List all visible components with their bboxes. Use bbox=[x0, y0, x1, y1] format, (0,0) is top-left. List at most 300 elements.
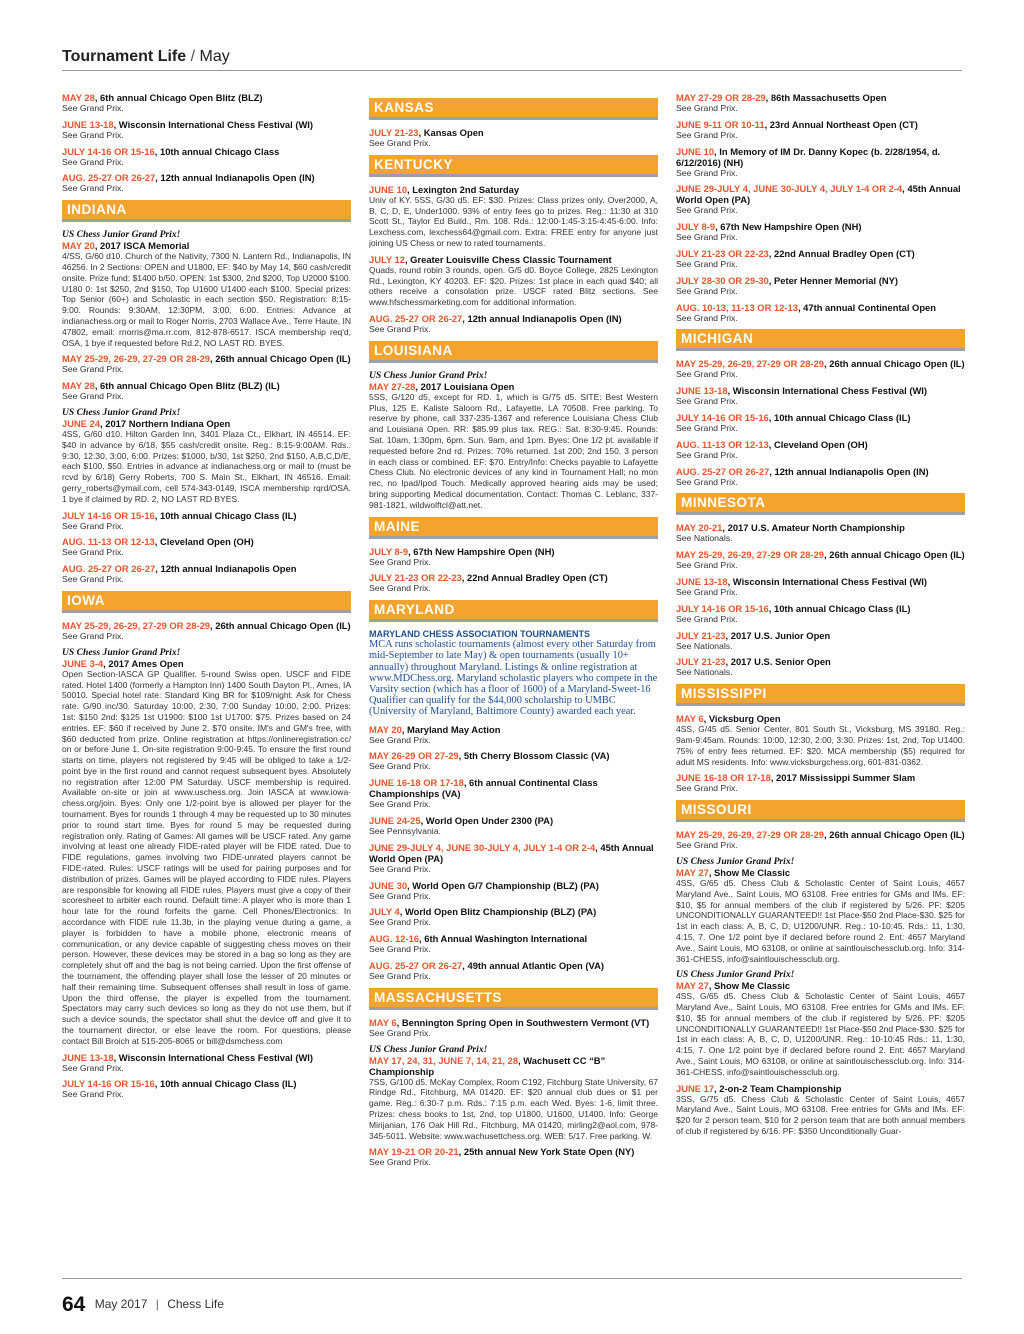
tournament-listing bbox=[369, 750, 658, 772]
tournament-listing bbox=[369, 933, 658, 955]
tournament-details: 5SS, G/120 d5, except for RD. 1, which is G/75 d5. SITE: Best Western Plus, 125 E. Kaliste Saloom Rd., Lafayette, LA 70508. Free parking. To reserve by phone, call 337-235-1367 and reference Louisiana Chess Club and Louisiana Open. RR: $85.99 plus tax. REG.: Sat. 8:30-9:45. Rounds: Sat. 10am, 1:30pm, 6pm. Sun. 9am, and 1pm. Byes: One 1/2 pt. available if requested before 2nd rd. Prizes: 70% returned. 1st 200; 2nd 150. 3 person in each class or combined. EF: $70. Entry/Info: Checks payable to Lafayette Chess Club. No electronic devices of any kind in Tournament Hall; no mon rec, no Ipad/Ipod Touch. Medically approved hearing aids may be used; bring supporting Medical documentation. Contact: Thomas C. Leblanc, 337-981-1821, wildwolftcl@att.net. bbox=[369, 391, 658, 510]
page-footer bbox=[62, 1293, 224, 1317]
tournament-dateline bbox=[369, 1146, 658, 1157]
tournament-details: 4/SS, G/60 d10. Church of the Nativity, 7300 N. Lantern Rd., Indianapolis, IN 46256. In 2 Sections: OPEN and U1800, EF: $40 by May 14, $60 cash/credit onsite. Prize fund: $1400 b/50. OPEN: 1st $300, 2nd $200, Top U2000 $100. U180 0: 1st $250, 2nd $150, Top U1600 U1400 each $100. Special prizes: Top Senior (60+) and Scholastic in each section $50. Registration: 8:15-9:00. Rounds: 9:30AM, 12:30PM, 3:00, 6:00. Entries: Advance at indianachess.org or mail to Roger Norris, 2703 Wallace Ave., Terre Haute, IN 47802, email: rnorris@ma.rr.com, 812-878-6517. ISCA membership req'd, OSA, 1 bye if requested before Rd.2, NO LAST RD. BYES. bbox=[62, 251, 351, 348]
tournament-dateline bbox=[369, 933, 658, 944]
tournament-date: JULY 14-16 OR 15-16 bbox=[62, 1078, 155, 1090]
tournament-listing bbox=[62, 620, 351, 642]
tournament-details: 4SS, G/45 d5. Senior Center, 801 South St., Vicksburg, MS 39180. Reg.: 9am-9:45am. Rounds: 10:00, 12:30, 2:00, 3:30. Prizes: 1st, 2nd, Top U1400. 75% of entry fees returned. EF: $20. MCA membership ($5) required for adult MS residents. Info: www.vicksburgchess.org, 601-831-0362. bbox=[676, 724, 965, 767]
tournament-dateline bbox=[676, 549, 965, 560]
see-reference: See Grand Prix. bbox=[676, 613, 738, 624]
tournament-dateline bbox=[676, 603, 965, 614]
tournament-listing bbox=[676, 385, 965, 407]
tournament-date: MAY 25-29, 26-29, 27-29 OR 28-29 bbox=[676, 549, 825, 561]
tournament-date: MAY 25-29, 26-29, 27-29 OR 28-29 bbox=[676, 358, 825, 370]
tournament-dateline bbox=[676, 358, 965, 369]
tournament-listing bbox=[369, 724, 658, 746]
tournament-date: JUNE 10 bbox=[676, 145, 715, 157]
see-reference: See Grand Prix. bbox=[676, 167, 738, 178]
maryland-association-text: MCA runs scholastic tournaments (almost every other Saturday from mid-September to late May) & open tournaments (usually 10+ annually) throughout Maryland. Listings & online registration at www.MDChess.org. Maryland scholastic players who compete in the Varsity section (which has a floor of 1600) of a Maryland-Sweet-16 Qualifier can qualify for the $44,000 scholarship to UMBC (University of Maryland, Baltimore County) awarded each year. bbox=[369, 639, 658, 718]
tournament-listing bbox=[676, 1083, 965, 1137]
tournament-dateline bbox=[676, 183, 965, 205]
tournament-title: , 6th annual Continental Class Championships (VA) bbox=[369, 777, 598, 800]
see-reference: See Grand Prix. bbox=[369, 323, 431, 334]
tournament-date: JUNE 29-JULY 4, JUNE 30-JULY 4, JULY 1-4 OR 2-4 bbox=[676, 183, 903, 195]
tournament-listing bbox=[676, 630, 965, 652]
see-reference: See Grand Prix. bbox=[62, 156, 124, 167]
tournament-title: , 12th annual Indianapolis Open (IN) bbox=[462, 312, 622, 324]
tournament-dateline bbox=[369, 906, 658, 917]
tournament-date: AUG. 25-27 OR 26-27 bbox=[62, 172, 156, 184]
tournament-date: JULY 14-16 OR 15-16 bbox=[62, 145, 155, 157]
tournament-listing bbox=[676, 576, 965, 598]
state-heading: MICHIGAN bbox=[676, 329, 965, 351]
tournament-listing bbox=[62, 229, 351, 348]
tournament-date: JULY 14-16 OR 15-16 bbox=[676, 411, 769, 423]
tournament-listing bbox=[676, 772, 965, 794]
tournament-date: JULY 4 bbox=[369, 906, 400, 918]
see-reference: See Grand Prix. bbox=[676, 232, 738, 243]
tournament-details: 4SS, G/60 d10. Hilton Garden Inn, 3401 Plaza Ct., Elkhart, IN 46514. EF: $40 in advance by 6/18, $55 cash/credit onsite. Reg.: 8:15-9:00AM. Rds.: 9:30, 12:30, 3:00, 6:00. Prizes: $1000, b/30, 1st $250, 2nd $150, A,B,C,D/E, each $100, $50. Entries in advance at indianachess.org or mail to (must be rcvd by 6/18) Gerry Roberts, 700 S. Main St., Elkhart, IN 46516. Email: gerry_roberts@ymail.com, cell 574-343-0149, ISCA membership rqrd/OSA. 1 bye if claimed by RD. 2, NO LAST RD BYES. bbox=[62, 428, 351, 504]
tournament-dateline bbox=[676, 867, 965, 878]
see-reference: See Grand Prix. bbox=[369, 138, 431, 148]
tournament-listing bbox=[62, 380, 351, 402]
tournament-dateline bbox=[369, 1055, 658, 1077]
see-reference: See Grand Prix. bbox=[676, 476, 738, 487]
see-reference: See Grand Prix. bbox=[676, 312, 738, 323]
see-reference: See Grand Prix. bbox=[676, 422, 738, 433]
tournament-dateline bbox=[676, 412, 965, 423]
footer-rule bbox=[62, 1278, 962, 1279]
tournament-listing bbox=[676, 656, 965, 678]
tournament-date: AUG. 25-27 OR 26-27 bbox=[369, 312, 463, 324]
tournament-date: JULY 21-23 bbox=[676, 629, 726, 641]
tournament-listing bbox=[62, 407, 351, 505]
tournament-dateline bbox=[62, 510, 351, 521]
tournament-listing bbox=[676, 358, 965, 380]
see-reference: See Grand Prix. bbox=[369, 1027, 431, 1038]
tournament-title: , 2017 Ames Open bbox=[103, 657, 184, 669]
tournament-details: 4SS, G/65 d5. Chess Club & Scholastic Center of Saint Louis, 4657 Maryland Ave., Saint Louis, MO 63108. Free entries for GMs and IMs. EF: $10, $5 for annual members of the club if registered by 5/26. PF: $205 UNCONDITIONALLY GUARANTEED!! 1st Place-$50 2nd Place-$30. $25 for 1st in each class: A, B, C, D, U1200/UNR. Reg.: 10-10:45 Rds.: 11, 1:30, 4:15, 7. One 1/2 point bye if declared before round 2. Ent: 4657 Maryland Ave., Saint Louis, MO 63108, or online at saintlouischessclub.org. Info: 314-361-CHESS, info@saintlouischessclub.org. bbox=[676, 991, 965, 1077]
page-number: 64 bbox=[62, 1293, 86, 1316]
tournament-date: MAY 20 bbox=[62, 240, 95, 252]
tournament-title: , 26th annual Chicago Open (IL) bbox=[824, 358, 965, 370]
tournament-date: MAY 25-29, 26-29, 27-29 OR 28-29 bbox=[62, 353, 211, 365]
tournament-dateline bbox=[62, 92, 351, 103]
tournament-listing bbox=[62, 510, 351, 532]
see-reference: See Grand Prix. bbox=[369, 917, 431, 928]
tournament-title: , 45th Annual World Open (PA) bbox=[369, 841, 654, 864]
tournament-dateline bbox=[676, 248, 965, 259]
tournament-dateline bbox=[676, 92, 965, 103]
tournament-date: JUNE 9-11 OR 10-11 bbox=[676, 118, 765, 130]
tournament-listing bbox=[676, 146, 965, 179]
tournament-date: JUNE 13-18 bbox=[62, 1051, 114, 1063]
tournament-dateline bbox=[62, 658, 351, 669]
tournament-dateline bbox=[369, 313, 658, 324]
tournament-title: , 10th annual Chicago Class bbox=[154, 145, 280, 157]
tournament-listing bbox=[62, 563, 351, 585]
tournament-title: , 2017 U.S. Senior Open bbox=[725, 656, 831, 668]
tournament-dateline bbox=[369, 960, 658, 971]
tournament-date: JULY 8-9 bbox=[369, 545, 409, 557]
state-heading: MAINE bbox=[369, 517, 658, 539]
tournament-title: , Wisconsin International Chess Festival (WI) bbox=[113, 118, 314, 130]
tournament-date: MAY 25-29, 26-29, 27-29 OR 28-29 bbox=[62, 619, 211, 631]
tournament-title: , 67th New Hampshire Open (NH) bbox=[715, 221, 862, 233]
tournament-dateline bbox=[676, 829, 965, 840]
tournament-listing bbox=[676, 522, 965, 544]
tournament-title: , Wisconsin International Chess Festival (WI) bbox=[113, 1051, 314, 1063]
tournament-title: , 2017 U.S. Amateur North Championship bbox=[722, 522, 905, 534]
tournament-listing bbox=[676, 183, 965, 216]
see-reference: See Grand Prix. bbox=[369, 1157, 431, 1168]
tournament-title: , 2017 Northern Indiana Open bbox=[100, 417, 231, 429]
tournament-dateline bbox=[62, 353, 351, 364]
tournament-date: JUNE 13-18 bbox=[676, 385, 728, 397]
tournament-title: , Vicksburg Open bbox=[703, 713, 781, 725]
tournament-date: MAY 27-29 OR 28-29 bbox=[676, 92, 766, 103]
see-reference: See Grand Prix. bbox=[676, 129, 738, 140]
tournament-listing bbox=[369, 906, 658, 928]
tournament-date: JUNE 3-4 bbox=[62, 657, 104, 669]
tournament-listing bbox=[369, 546, 658, 568]
tournament-dateline bbox=[676, 439, 965, 450]
tournament-date: MAY 28 bbox=[62, 92, 95, 103]
tournament-listing bbox=[369, 777, 658, 810]
tournament-listing bbox=[676, 439, 965, 461]
tournament-listing bbox=[369, 1044, 658, 1142]
tournament-dateline bbox=[676, 385, 965, 396]
tournament-dateline bbox=[676, 466, 965, 477]
tournament-listing bbox=[676, 856, 965, 964]
tournament-dateline bbox=[369, 381, 658, 392]
tournament-dateline bbox=[369, 842, 658, 864]
state-heading: KANSAS bbox=[369, 98, 658, 120]
tournament-title: , 86th Massachusetts Open bbox=[765, 92, 887, 103]
tournament-title: , 10th annual Chicago Class (IL) bbox=[768, 411, 911, 423]
see-reference: See Grand Prix. bbox=[62, 183, 124, 194]
tournament-date: JULY 14-16 OR 15-16 bbox=[62, 509, 155, 521]
see-reference: See Grand Prix. bbox=[369, 556, 431, 567]
tournament-date: JULY 21-23 bbox=[369, 127, 419, 138]
tournament-dateline bbox=[62, 380, 351, 391]
tournament-dateline bbox=[676, 221, 965, 232]
tournament-title: , Kansas Open bbox=[418, 127, 484, 138]
tournament-date: AUG. 25-27 OR 26-27 bbox=[676, 465, 770, 477]
tournament-title: , 26th annual Chicago Open (IL) bbox=[824, 829, 965, 841]
tournament-details: 4SS, G/65 d5. Chess Club & Scholastic Center of Saint Louis, 4657 Maryland Ave., Saint Louis, MO 63108. Free entries for GMs and IMs. EF: $10, $5 for annual members of the club if registered by 5/26. PF: $205 UNCONDITIONALLY GUARANTEED!! 1st Place-$50 2nd Place-$30. $25 for 1st in each class: A, B, C, D, U1200/UNR. Reg.: 10-10:45. Rds.: 11, 1:30, 4:15, 7. One 1/2 point bye if declared before round 2. Ent: 4657 Maryland Ave., Saint Louis, MO 63108, or online at saintlouischessclub.org. Info: 314-361-CHESS, info@saintlouischessclub.org. bbox=[676, 877, 965, 964]
see-reference: See Grand Prix. bbox=[676, 258, 738, 269]
tournament-dateline bbox=[62, 1052, 351, 1063]
tournament-dateline bbox=[676, 980, 965, 991]
tournament-date: AUG. 25-27 OR 26-27 bbox=[62, 563, 156, 575]
tournament-listing bbox=[676, 302, 965, 324]
tournament-title: , Bennington Spring Open in Southwestern Vermont (VT) bbox=[396, 1016, 650, 1028]
tournament-listing bbox=[676, 549, 965, 571]
see-reference: See Grand Prix. bbox=[369, 583, 431, 594]
tournament-date: JUNE 17 bbox=[676, 1082, 715, 1094]
see-reference: See Nationals. bbox=[676, 640, 733, 651]
tournament-title: , 10th annual Chicago Class (IL) bbox=[154, 509, 297, 521]
junior-grand-prix-label: US Chess Junior Grand Prix! bbox=[62, 229, 181, 241]
see-reference: See Grand Prix. bbox=[369, 944, 431, 955]
tournament-title: , Lexington 2nd Saturday bbox=[407, 183, 520, 195]
tournament-listing bbox=[62, 353, 351, 375]
tournament-dateline bbox=[62, 1078, 351, 1089]
junior-grand-prix-label: US Chess Junior Grand Prix! bbox=[676, 855, 795, 867]
tournament-title: , 2017 Mississippi Summer Slam bbox=[770, 772, 916, 784]
tournament-listing bbox=[369, 184, 658, 249]
see-reference: See Grand Prix. bbox=[369, 799, 431, 810]
see-reference: See Grand Prix. bbox=[62, 1062, 124, 1073]
see-reference: See Grand Prix. bbox=[676, 560, 738, 571]
see-reference: See Nationals. bbox=[676, 667, 733, 678]
tournament-listing bbox=[369, 1017, 658, 1039]
tournament-listing bbox=[62, 647, 351, 1047]
tournament-date: MAY 26-29 OR 27-29 bbox=[369, 750, 459, 762]
see-reference: See Grand Prix. bbox=[62, 547, 124, 558]
tournament-date: MAY 17, 24, 31, JUNE 7, 14, 21, 28 bbox=[369, 1054, 519, 1066]
header-separator: / bbox=[186, 48, 200, 65]
tournament-title: , 67th New Hampshire Open (NH) bbox=[408, 545, 555, 557]
see-reference: See Grand Prix. bbox=[676, 103, 738, 113]
tournament-details: 3SS, G/75 d5. Chess Club & Scholastic Center of Saint Louis, 4657 Maryland Ave., Saint Louis, MO 63108. Free entries for GMs and IMs. EF: $20 for 2 person team, $10 for 2 person team that are both annual members of club if registered by 6/16. PF: $350 Unconditionally Guar- bbox=[676, 1093, 965, 1137]
tournament-dateline bbox=[676, 576, 965, 587]
state-heading: IOWA bbox=[62, 591, 351, 613]
tournament-date: MAY 20-21 bbox=[676, 522, 723, 534]
tournament-listing bbox=[676, 603, 965, 625]
junior-grand-prix-label: US Chess Junior Grand Prix! bbox=[369, 1043, 488, 1055]
tournament-date: MAY 27 bbox=[676, 866, 709, 878]
tournament-title: , Wisconsin International Chess Festival (WI) bbox=[727, 385, 928, 397]
header-month: May bbox=[199, 48, 230, 65]
tournament-date: JULY 28-30 OR 29-30 bbox=[676, 274, 769, 286]
tournament-dateline bbox=[676, 275, 965, 286]
tournament-title: , Maryland May Action bbox=[401, 723, 501, 735]
see-reference: See Grand Prix. bbox=[62, 364, 124, 375]
tournament-title: , 26th annual Chicago Open (IL) bbox=[210, 619, 351, 631]
tournament-dateline bbox=[676, 522, 965, 533]
junior-grand-prix-label: US Chess Junior Grand Prix! bbox=[62, 646, 181, 658]
tournament-title: , 26th annual Chicago Open (IL) bbox=[824, 549, 965, 561]
tournament-title: , 26th annual Chicago Open (IL) bbox=[210, 353, 351, 365]
tournament-title: , 23rd Annual Northeast Open (CT) bbox=[764, 118, 918, 130]
magazine-name: Chess Life bbox=[167, 1297, 224, 1312]
tournament-listing bbox=[676, 412, 965, 434]
tournament-date: JUNE 30 bbox=[369, 879, 408, 891]
column-2 bbox=[369, 92, 658, 1272]
header-rule bbox=[62, 70, 962, 71]
column-3 bbox=[676, 92, 965, 1282]
see-reference: See Grand Prix. bbox=[62, 391, 124, 402]
tournament-dateline bbox=[62, 563, 351, 574]
state-heading: MISSISSIPPI bbox=[676, 684, 965, 706]
tournament-dateline bbox=[369, 1017, 658, 1028]
tournament-dateline bbox=[676, 772, 965, 783]
issue-date: May 2017 bbox=[94, 1297, 148, 1312]
tournament-title: , 6th annual Chicago Open Blitz (BLZ) bbox=[94, 92, 263, 103]
footer-separator: | bbox=[155, 1297, 159, 1312]
see-reference: See Grand Prix. bbox=[676, 840, 738, 851]
tournament-date: JULY 14-16 OR 15-16 bbox=[676, 602, 769, 614]
see-reference: See Grand Prix. bbox=[676, 369, 738, 380]
tournament-title: , In Memory of IM Dr. Danny Kopec (b. 2/28/1954, d. 6/12/2016) (NH) bbox=[676, 145, 941, 168]
tournament-listing bbox=[62, 1052, 351, 1074]
state-heading: MINNESOTA bbox=[676, 493, 965, 515]
see-reference: See Grand Prix. bbox=[62, 630, 124, 641]
tournament-listing bbox=[62, 146, 351, 168]
tournament-date: MAY 19-21 OR 20-21 bbox=[369, 1146, 459, 1158]
state-heading: LOUISIANA bbox=[369, 341, 658, 363]
tournament-listing bbox=[369, 880, 658, 902]
tournament-date: AUG. 10-13, 11-13 OR 12-13 bbox=[676, 301, 798, 313]
tournament-dateline bbox=[62, 418, 351, 429]
tournament-title: , 22nd Annual Bradley Open (CT) bbox=[768, 247, 915, 259]
tournament-dateline bbox=[369, 750, 658, 761]
tournament-dateline bbox=[676, 119, 965, 130]
tournament-dateline bbox=[62, 536, 351, 547]
tournament-dateline bbox=[676, 630, 965, 641]
see-reference: See Grand Prix. bbox=[676, 205, 738, 216]
state-heading: INDIANA bbox=[62, 200, 351, 222]
page-header bbox=[62, 48, 230, 66]
tournament-dateline bbox=[369, 254, 658, 265]
tournament-title: , 2017 U.S. Junior Open bbox=[725, 629, 831, 641]
tournament-date: JULY 8-9 bbox=[676, 221, 716, 233]
tournament-title: , 47th annual Continental Open bbox=[797, 301, 936, 313]
tournament-listing bbox=[369, 1146, 658, 1168]
tournament-dateline bbox=[369, 127, 658, 138]
see-reference: See Grand Prix. bbox=[62, 574, 124, 585]
tournament-dateline bbox=[62, 146, 351, 157]
tournament-date: AUG. 11-13 OR 12-13 bbox=[62, 536, 155, 548]
tournament-listing bbox=[676, 829, 965, 851]
tournament-date: MAY 6 bbox=[676, 713, 704, 725]
tournament-date: MAY 20 bbox=[369, 723, 402, 735]
tournament-date: JULY 12 bbox=[369, 253, 405, 265]
see-reference: See Grand Prix. bbox=[62, 129, 124, 140]
tournament-title: , 2-on-2 Team Championship bbox=[714, 1082, 842, 1094]
tournament-title: , Show Me Classic bbox=[708, 866, 791, 878]
section-title: Tournament Life bbox=[62, 48, 187, 65]
tournament-listing bbox=[369, 842, 658, 875]
see-reference: See Grand Prix. bbox=[369, 734, 431, 745]
tournament-date: MAY 28 bbox=[62, 380, 95, 392]
tournament-title: , Peter Henner Memorial (NY) bbox=[768, 274, 898, 286]
tournament-title: , 10th annual Chicago Class (IL) bbox=[154, 1078, 297, 1090]
tournament-details: Open Section-IASCA GP Qualifier. 5-round Swiss open. USCF and FIDE rated. Hotel 1400 (formerly a Hampton Inn) 1400 South Dayton Pl., Ames, IA 50010. Special hotel rate: Standard King BR for $109/night. Ask for Chess rate. G/90 inc/30. Saturday 10:00, 2:30, 7:00 Sunday 10:00, 2:00. Prizes: 1st: $150 2nd: $125 1st U1900: $100 1st U1700: $75. Prizes based on 24 entries. EF: $60 if received by June 2. $70 onsite. IM's and GM's free, with $60 deducted from prize. Online registration at https://onlineregistration.cc/ on or before June 1. On-site registration 9:00-9:45. To ensure the first round starts on time, players not registered by 9:45 will be obliged to take a 1/2-point bye in the first round and cannot request subsequent byes. Absolutely no registration after 12:00 PM Saturday. USCF membership is required. Available on-site or join at www.uschess.org. Join IASCA at www.iowa-chess.org/join. Byes: Only one 1/2-point bye is allowed per player for the tournament. Byes for rounds 1 through 4 may be requested up to 30 minutes prior to round start time. Byes for round 5 may be requested during registration only. Rating of Games: All games will be USCF rated. Any game involving at least one already FIDE-rated player will be FIDE rated. Due to FIDE regulations, games involving two FIDE-unrated players cannot be FIDE-rated. Rules: USCF ratings will be used for pairing purposes and for distribution of prizes. Games will be played according to FIDE rules. Players are responsible for knowing all FIDE rules. Players must give a copy of their scoresheet to arbiter each round. Default time: A player who is more than 1 hour late for the round forfeits the game. Cell Phones/Electronics: In accordance with FIDE rule 11.3b, in the playing venue during a game, a player is forbidden to have a mobile phone, electronic means of communication, or any device capable of suggesting chess moves on their person. However, these devices may be stored in a bag so long as they are completely shut off and the bag is not being carried. Upon the first offense of the tournament, the offending player shall lose the lesser of 20 minutes or half their remaining time. Subsequent offenses shall result in loss of game. Upon the third offense, the player is expelled from the tournament. Spectators may carry such devices so long as they do not use them, but if such a device sounds, the spectator shall shut the device off and give it to the tournament director, or else leave the room. For questions, please contact Bill Broich at 515-205-8065 or bill@dsmchess.com bbox=[62, 668, 351, 1046]
tournament-title: , Wachusett CC “B” Championship bbox=[369, 1054, 606, 1077]
tournament-listing bbox=[676, 466, 965, 488]
tournament-date: AUG. 11-13 OR 12-13 bbox=[676, 438, 769, 450]
tournament-dateline bbox=[369, 724, 658, 735]
tournament-details: 7SS, G/100 d5. McKay Complex, Room C192, Fitchburg State University, 67 Rindge Rd., Fitchburg, MA 01420. EF: $20 annual club dues or $1 per game. Reg.: 6:30-7 p.m. Rds.: 7:15 p.m. each Wed. Byes: 1-6, limit three. Prizes: chess books to 1st, 2nd, top U1800, U1600, U1400. Info: George Mirijanian, 176 Oak Hill Rd., Fitchburg, MA 01420, mirling2@aol.com, 978-345-5011. Website: www.wachusettchess.org. WEB: 5/17. Free parking. W. bbox=[369, 1076, 658, 1141]
state-heading: MASSACHUSETTS bbox=[369, 988, 658, 1010]
state-heading: KENTUCKY bbox=[369, 155, 658, 177]
tournament-listing bbox=[676, 119, 965, 141]
tournament-listing bbox=[369, 370, 658, 511]
tournament-date: JUNE 24 bbox=[62, 417, 101, 429]
tournament-listing bbox=[676, 92, 965, 114]
tournament-dateline bbox=[676, 1083, 965, 1094]
tournament-dateline bbox=[62, 620, 351, 631]
tournament-date: JUNE 13-18 bbox=[62, 118, 114, 130]
see-reference: See Grand Prix. bbox=[369, 970, 431, 981]
see-reference: See Grand Prix. bbox=[676, 396, 738, 407]
tournament-date: MAY 25-29, 26-29, 27-29 OR 28-29 bbox=[676, 829, 825, 841]
tournament-listing bbox=[62, 119, 351, 141]
tournament-listing bbox=[369, 572, 658, 594]
tournament-listing bbox=[676, 275, 965, 297]
tournament-date: JULY 21-23 OR 22-23 bbox=[676, 247, 769, 259]
tournament-details: Quads, round robin 3 rounds, open. G/5 d0. Boyce College, 2825 Lexington Rd., Lexington, KY 40203. EF: $20. Prizes: 1st place in each quad $40; all others receive a consolation prize. USCF rated Blitz sections. See www.hfschessmarketing.com for additional information. bbox=[369, 264, 658, 308]
tournament-dateline bbox=[369, 184, 658, 195]
tournament-title: , 45th Annual World Open (PA) bbox=[676, 183, 961, 206]
tournament-title: , 12th annual Indianapolis Open (IN) bbox=[769, 465, 929, 477]
tournament-title: , Show Me Classic bbox=[708, 980, 791, 992]
tournament-listing bbox=[676, 248, 965, 270]
junior-grand-prix-label: US Chess Junior Grand Prix! bbox=[62, 406, 181, 418]
tournament-title: , Cleveland Open (OH) bbox=[768, 438, 868, 450]
tournament-title: , 2017 ISCA Memorial bbox=[94, 240, 190, 252]
see-reference: See Grand Prix. bbox=[62, 103, 124, 113]
see-reference: See Grand Prix. bbox=[676, 285, 738, 296]
tournament-dateline bbox=[369, 572, 658, 583]
tournament-title: , 2017 Louisiana Open bbox=[415, 380, 515, 392]
tournament-listing bbox=[369, 313, 658, 335]
see-reference: See Grand Prix. bbox=[676, 586, 738, 597]
tournament-title: , 49th annual Atlantic Open (VA) bbox=[462, 959, 604, 971]
tournament-dateline bbox=[369, 777, 658, 799]
tournament-listing bbox=[62, 92, 351, 114]
tournament-title: , Wisconsin International Chess Festival (WI) bbox=[727, 575, 928, 587]
tournament-listing bbox=[369, 960, 658, 982]
see-reference: See Grand Prix. bbox=[369, 863, 431, 874]
tournament-title: , 5th Cherry Blossom Classic (VA) bbox=[458, 750, 610, 762]
tournament-dateline bbox=[676, 656, 965, 667]
tournament-title: , World Open Blitz Championship (BLZ) (PA) bbox=[399, 906, 597, 918]
tournament-dateline bbox=[369, 880, 658, 891]
tournament-title: , 6th Annual Washington International bbox=[419, 933, 588, 945]
see-reference: See Nationals. bbox=[676, 533, 733, 544]
tournament-date: JUNE 16-18 OR 17-18 bbox=[676, 772, 771, 784]
state-heading: MISSOURI bbox=[676, 800, 965, 822]
tournament-listing bbox=[369, 815, 658, 837]
tournament-date: MAY 6 bbox=[369, 1016, 397, 1028]
see-reference: See Grand Prix. bbox=[676, 783, 738, 794]
tournament-title: , 22nd Annual Bradley Open (CT) bbox=[461, 572, 608, 584]
tournament-date: AUG. 12-16 bbox=[369, 933, 420, 945]
tournament-dateline bbox=[676, 146, 965, 168]
tournament-title: , 12th annual Indianapolis Open (IN) bbox=[155, 172, 315, 184]
maryland-association-heading: MARYLAND CHESS ASSOCIATION TOURNAMENTS bbox=[369, 629, 591, 640]
tournament-listing bbox=[62, 172, 351, 194]
tournament-title: , World Open Under 2300 (PA) bbox=[420, 814, 554, 826]
tournament-listing bbox=[676, 713, 965, 767]
tournament-dateline bbox=[62, 119, 351, 130]
tournament-date: JULY 21-23 bbox=[676, 656, 726, 668]
tournament-dateline bbox=[62, 172, 351, 183]
tournament-title: , 10th annual Chicago Class (IL) bbox=[768, 602, 911, 614]
tournament-date: JUNE 16-18 OR 17-18 bbox=[369, 777, 464, 789]
tournament-details: Univ of KY. 5SS, G/30 d5. EF: $30. Prizes: Class prizes only. Over2000, A, B, C, D, E, Under1000. 93% of entry fees go to prizes. Reg.: 11:30 at 310 Scott St., Taylor Ed Build., Rm. 108. Rds.: 12:00-1:45-3:15-4:45-6:00. Info: Lexchess.com, lexchess64@gmail.com. Extra: FREE entry for anyone just joining US Chess or new to rated tournaments. bbox=[369, 194, 658, 248]
junior-grand-prix-label: US Chess Junior Grand Prix! bbox=[369, 369, 488, 381]
see-reference: See Grand Prix. bbox=[62, 520, 124, 531]
tournament-date: MAY 27-28 bbox=[369, 380, 416, 392]
tournament-title: , 12th annual Indianapolis Open bbox=[155, 563, 297, 575]
tournament-listing bbox=[676, 969, 965, 1077]
